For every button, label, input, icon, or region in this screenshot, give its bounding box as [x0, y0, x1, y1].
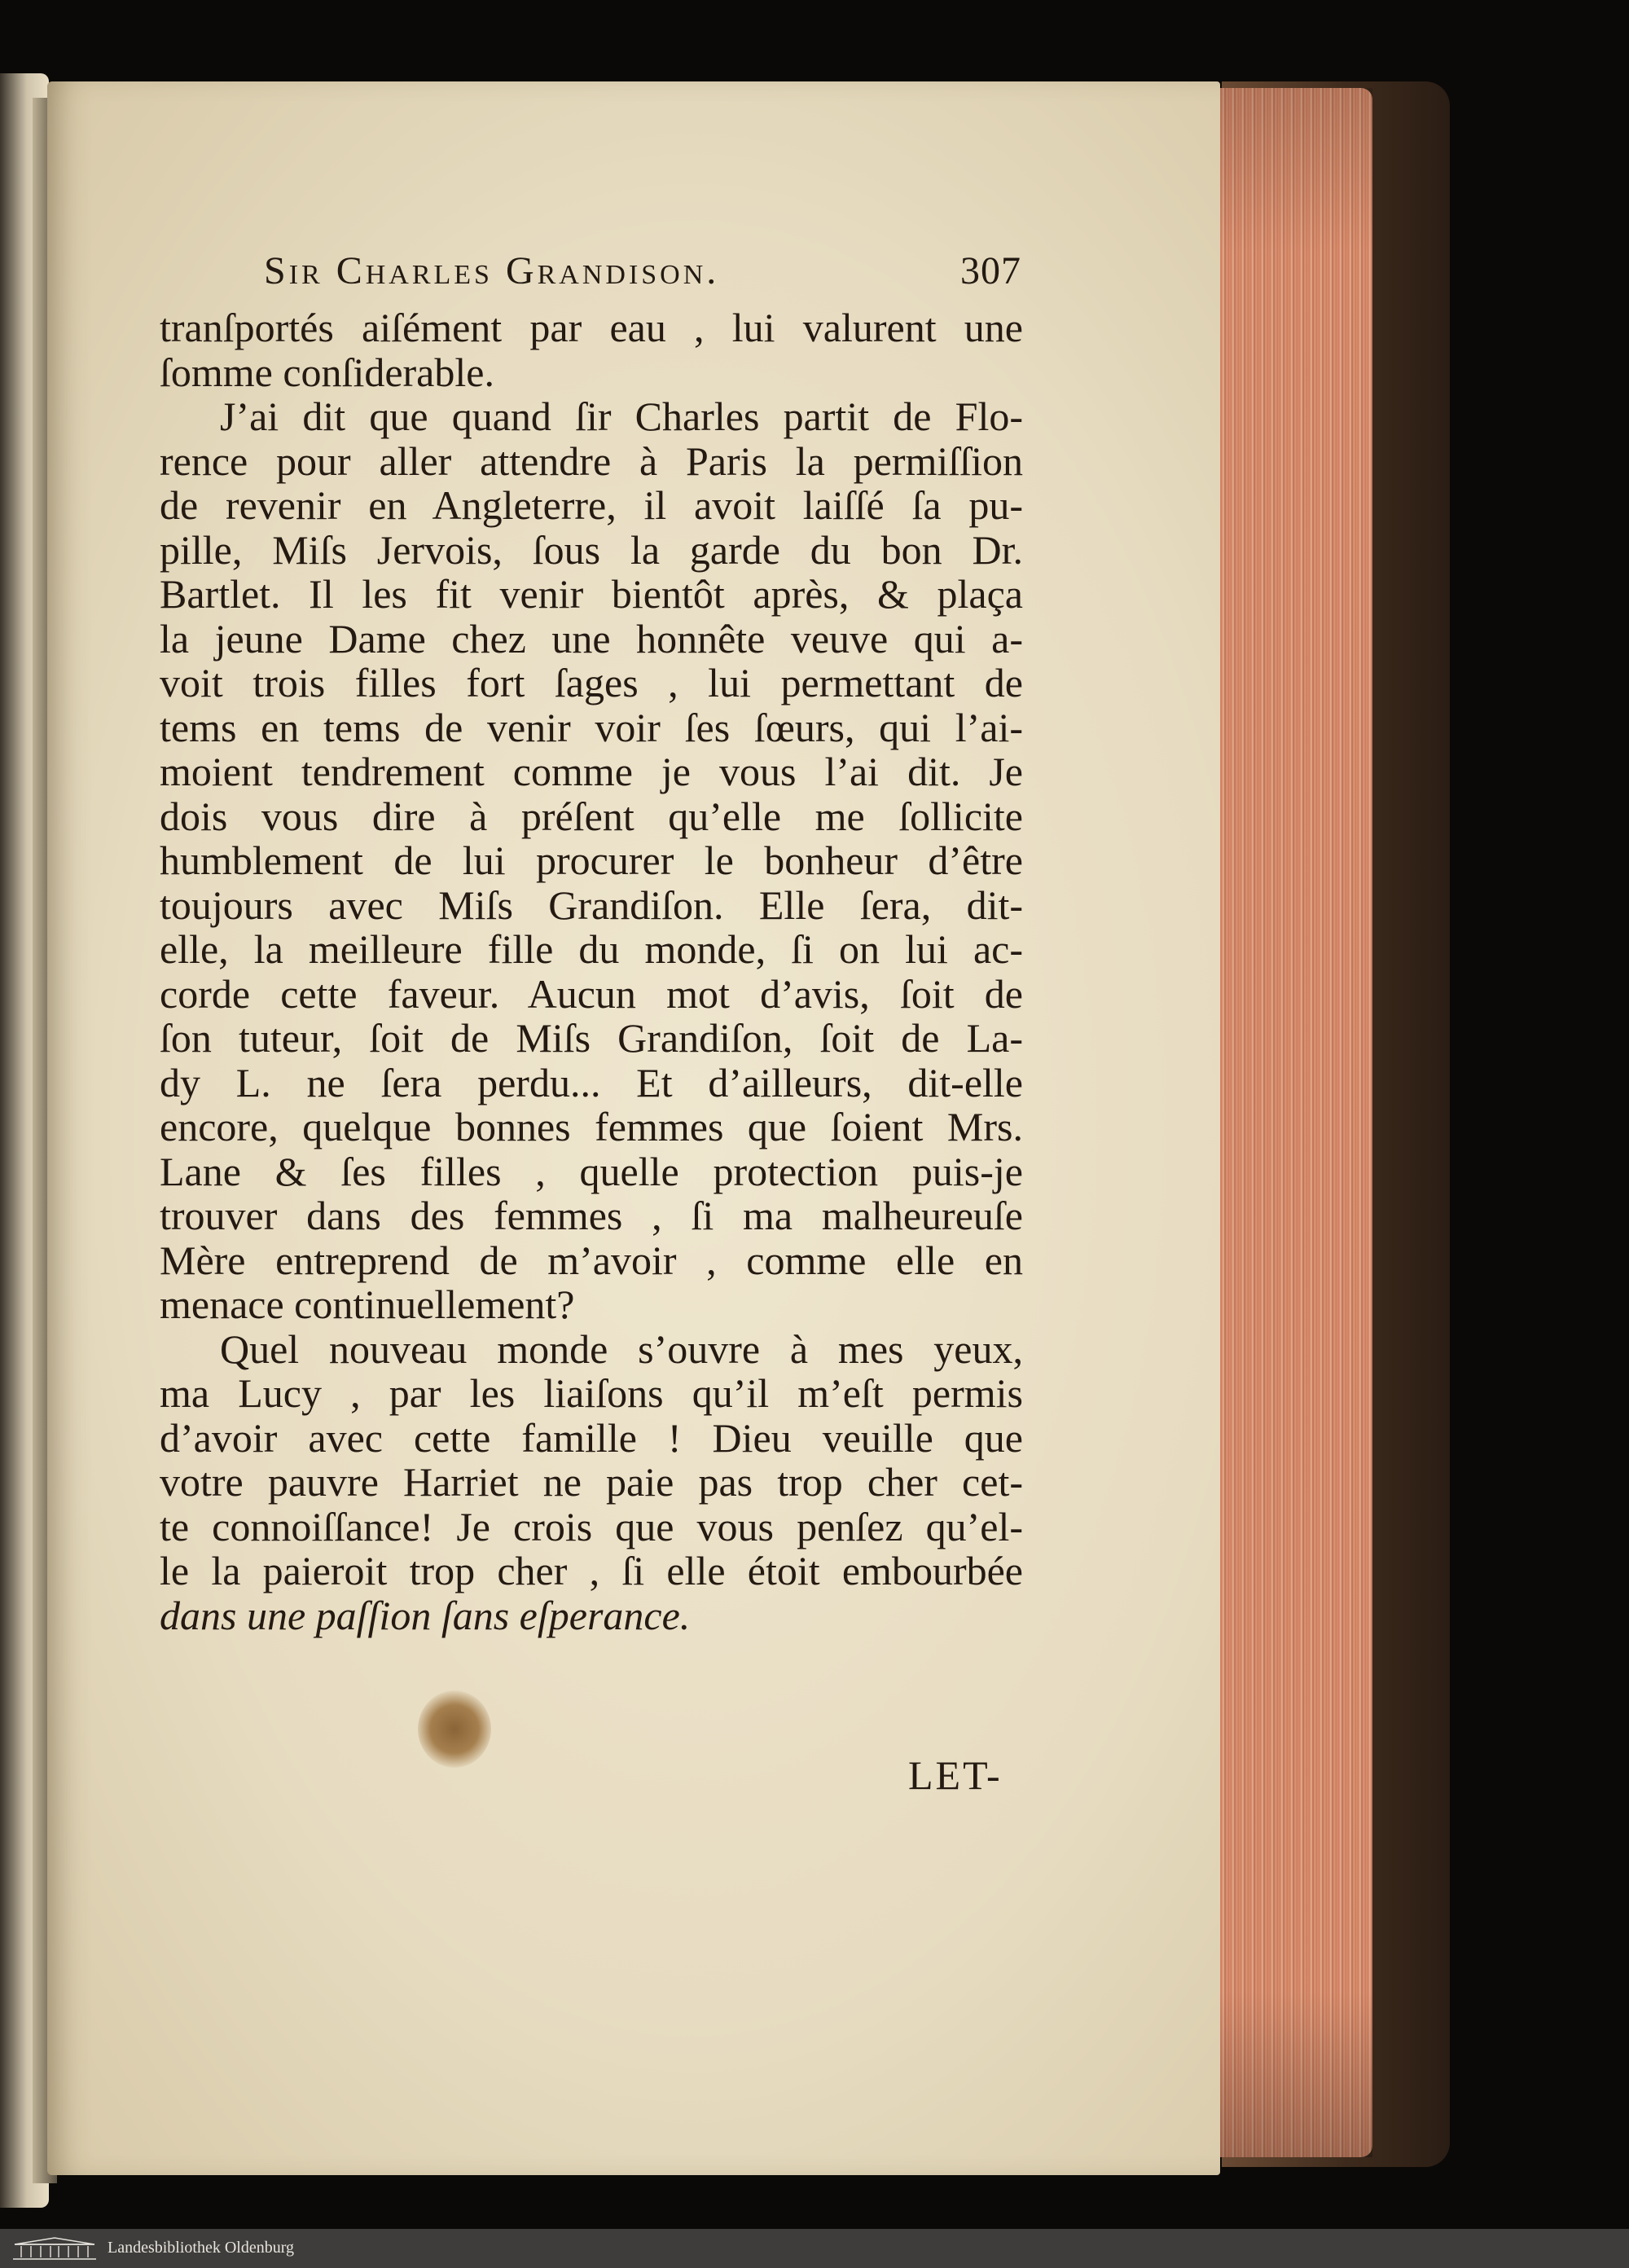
- text-line: J’ai dit que quand ſir Charles partit de Flo-: [220, 393, 1023, 439]
- page-block-fore-edge: [1210, 88, 1372, 2157]
- text-line: la jeune Dame chez une honnête veuve qui a-: [160, 615, 1023, 662]
- text-line: dans une paſſion ſans eſperance.: [160, 1592, 691, 1638]
- text-line: dy L. ne ſera perdu... Et d’ailleurs, dit-elle: [160, 1059, 1023, 1105]
- text-line: de revenir en Angleterre, il avoit laiſſé ſa pu-: [160, 482, 1023, 528]
- footer-bar: [0, 2229, 1629, 2268]
- text-line: ſomme conſiderable.: [160, 349, 494, 395]
- library-building-icon: [10, 2236, 99, 2261]
- library-name: Landesbibliothek Oldenburg: [108, 2239, 295, 2257]
- running-header: [264, 248, 1021, 297]
- catchword: LET-: [908, 1752, 1003, 1798]
- paper-stain: [418, 1690, 491, 1768]
- text-line: corde cette faveur. Aucun mot d’avis, ſoit de: [160, 970, 1023, 1017]
- text-line: votre pauvre Harriet ne paie pas trop cher cet-: [160, 1459, 1023, 1505]
- body-text: [160, 305, 1023, 1637]
- text-line: ma Lucy , par les liaiſons qu’il m’eſt permis: [160, 1370, 1023, 1416]
- text-line: ſon tuteur, ſoit de Miſs Grandiſon, ſoit de La-: [160, 1015, 1023, 1061]
- text-line: rence pour aller attendre à Paris la permiſſion: [160, 437, 1023, 484]
- text-line: te connoiſſance! Je crois que vous penſez qu’el-: [160, 1503, 1023, 1549]
- text-line: moient tendrement comme je vous l’ai dit. Je: [160, 749, 1023, 794]
- text-line: elle, la meilleure fille du monde, ſi on lui ac-: [160, 926, 1023, 972]
- text-line: voit trois filles fort ſages , lui permettant de: [160, 660, 1023, 705]
- text-line: Quel nouveau monde s’ouvre à mes yeux,: [220, 1325, 1023, 1372]
- text-line: pille, Miſs Jervois, ſous la garde du bon Dr.: [160, 526, 1023, 573]
- text-line: humblement de lui procurer le bonheur d’être: [160, 837, 1023, 883]
- text-line: menace continuellement?: [160, 1281, 575, 1327]
- text-line: trouver dans des femmes , ſi ma malheureuſe: [160, 1193, 1023, 1238]
- text-line: toujours avec Miſs Grandiſon. Elle ſera, dit-: [160, 881, 1023, 928]
- text-line: Lane & ſes filles , quelle protection puis-je: [160, 1148, 1023, 1194]
- text-line: le la paieroit trop cher , ſi elle étoit embourbée: [160, 1548, 1023, 1593]
- text-line: Mère entreprend de m’avoir , comme elle en: [160, 1237, 1023, 1283]
- text-line: dois vous dire à préſent qu’elle me ſollicite: [160, 793, 1023, 839]
- text-line: Bartlet. Il les fit venir bientôt après, & plaça: [160, 571, 1023, 617]
- text-line: tems en tems de venir voir ſes ſœurs, qui l’ai-: [160, 704, 1023, 750]
- text-line: tranſportés aiſément par eau , lui valurent une: [160, 305, 1023, 350]
- page-number: 307: [960, 249, 1021, 292]
- text-line: encore, quelque bonnes femmes que ſoient Mrs.: [160, 1104, 1023, 1149]
- text-line: d’avoir avec cette famille ! Dieu veuille que: [160, 1414, 1023, 1461]
- running-title: Sir Charles Grandison.: [264, 249, 720, 292]
